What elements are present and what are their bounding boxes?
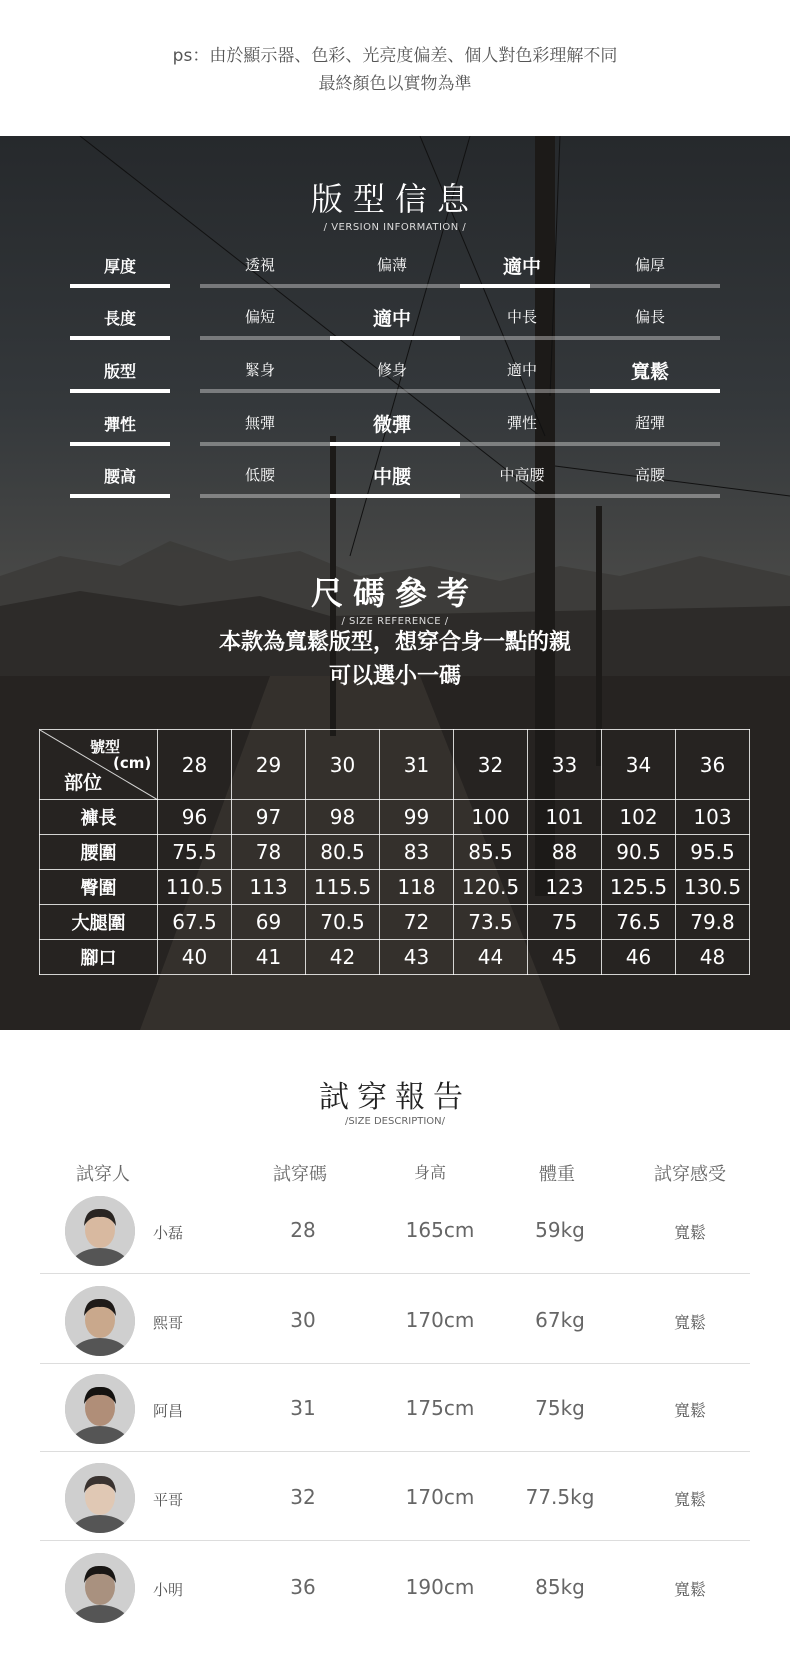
size-value-cell: 90.5 [602,835,676,870]
version-option: 偏厚 [634,256,665,274]
tester-feel: 寬鬆 [673,1313,706,1332]
corner-size-label: 號型 [90,738,121,756]
version-info-subtitle: / VERSION INFORMATION / [323,222,467,233]
header-tester: 試穿人 [76,1164,130,1185]
version-option: 適中 [502,256,541,278]
version-label-underline [70,442,170,446]
version-scale-fill [330,442,460,446]
tester-size: 30 [290,1308,316,1332]
size-chart-row [40,940,750,975]
size-value-cell: 99 [380,800,454,835]
version-scale-fill [460,284,590,288]
tester-name: 小明 [153,1581,184,1599]
trial-report-title: 試穿報告 [319,1080,471,1115]
disclaimer-line-2: 最終顏色以實物為準 [318,74,472,94]
version-option: 偏短 [244,308,275,326]
size-column-header: 31 [380,730,454,800]
version-row-label: 腰高 [103,467,136,486]
version-scale-fill [330,336,460,340]
tester-feel: 寬鬆 [673,1580,706,1599]
trial-report-row [40,1543,750,1631]
size-value-cell: 123 [528,870,602,905]
size-value-cell: 73.5 [454,905,528,940]
version-label-underline [70,389,170,393]
version-option: 中腰 [372,466,411,488]
header-height: 身高 [413,1163,446,1182]
version-row-label: 長度 [103,309,136,328]
tester-name: 小磊 [153,1224,184,1242]
tester-size: 28 [290,1218,316,1242]
size-row-label: 大腿圍 [40,905,158,940]
size-chart-row [40,870,750,905]
tester-size: 36 [290,1575,316,1599]
version-scale-track [200,336,720,340]
tester-weight: 77.5kg [525,1485,595,1509]
trial-report-row [40,1276,750,1364]
tester-weight: 85kg [535,1575,585,1599]
size-value-cell: 41 [232,940,306,975]
version-row [0,306,790,356]
size-reference-subtitle: / SIZE REFERENCE / [341,616,449,627]
size-value-cell: 125.5 [602,870,676,905]
size-column-header: 33 [528,730,602,800]
version-option: 寬鬆 [630,361,669,383]
tester-weight: 75kg [535,1396,585,1420]
size-value-cell: 98 [306,800,380,835]
size-value-cell: 67.5 [158,905,232,940]
person-avatar [65,1286,135,1356]
size-value-cell: 79.8 [676,905,750,940]
trial-report-subtitle: /SIZE DESCRIPTION/ [344,1116,446,1127]
version-option: 偏薄 [376,256,407,274]
tester-weight: 67kg [535,1308,585,1332]
size-chart-corner-cell [40,730,158,800]
tester-name: 平哥 [153,1491,184,1509]
size-value-cell: 102 [602,800,676,835]
size-value-cell: 72 [380,905,454,940]
size-chart-table [39,729,750,975]
size-value-cell: 78 [232,835,306,870]
size-value-cell: 96 [158,800,232,835]
version-row [0,359,790,409]
person-avatar [65,1553,135,1623]
size-column-header: 29 [232,730,306,800]
version-row [0,464,790,514]
size-column-header: 30 [306,730,380,800]
size-value-cell: 42 [306,940,380,975]
version-scale-fill [590,389,720,393]
size-row-label: 臀圍 [40,870,158,905]
size-reference-heading [0,568,790,627]
size-value-cell: 88 [528,835,602,870]
version-label-underline [70,284,170,288]
version-option: 偏長 [634,308,665,326]
disclaimer-line-1: ps：由於顯示器、色彩、光亮度偏差、個人對色彩理解不同 [172,46,618,66]
size-value-cell: 120.5 [454,870,528,905]
version-row [0,412,790,462]
size-value-cell: 113 [232,870,306,905]
version-option: 低腰 [244,466,275,484]
version-option: 無彈 [244,414,275,432]
version-option: 適中 [372,308,411,330]
size-value-cell: 45 [528,940,602,975]
version-info-heading [0,174,790,233]
tester-height: 175cm [405,1396,475,1420]
size-value-cell: 69 [232,905,306,940]
tester-feel: 寬鬆 [673,1490,706,1509]
header-weight: 體重 [539,1164,575,1185]
tester-name: 阿昌 [153,1402,184,1420]
size-value-cell: 83 [380,835,454,870]
size-value-cell: 110.5 [158,870,232,905]
tester-feel: 寬鬆 [673,1401,706,1420]
size-row-label: 褲長 [40,800,158,835]
size-chart-row [40,835,750,870]
size-column-header: 28 [158,730,232,800]
size-column-header: 34 [602,730,676,800]
header-feel: 試穿感受 [654,1164,726,1185]
version-row-label: 版型 [103,362,136,381]
version-label-underline [70,494,170,498]
size-advice-line-2: 可以選小一碼 [328,664,461,689]
size-value-cell: 80.5 [306,835,380,870]
disclaimer-note [0,42,790,98]
size-chart-row [40,800,750,835]
size-column-header: 32 [454,730,528,800]
size-value-cell: 103 [676,800,750,835]
size-row-label: 腰圍 [40,835,158,870]
version-option: 適中 [506,361,537,379]
trial-report-row [40,1364,750,1452]
version-option: 緊身 [244,361,275,379]
tester-size: 32 [290,1485,316,1509]
size-chart-row [40,905,750,940]
trial-report-row [40,1453,750,1541]
person-avatar [65,1463,135,1533]
tester-height: 165cm [405,1218,475,1242]
size-value-cell: 70.5 [306,905,380,940]
version-scale-track [200,442,720,446]
size-value-cell: 130.5 [676,870,750,905]
version-info-title: 版型信息 [310,180,479,218]
version-option: 修身 [376,361,407,379]
size-value-cell: 43 [380,940,454,975]
size-value-cell: 95.5 [676,835,750,870]
size-value-cell: 46 [602,940,676,975]
size-value-cell: 101 [528,800,602,835]
header-size: 試穿碼 [273,1164,327,1185]
size-advice [0,626,790,694]
version-row-label: 厚度 [103,257,136,276]
version-scale-track [200,494,720,498]
size-value-cell: 115.5 [306,870,380,905]
trial-report-header-row [0,1160,790,1186]
tester-weight: 59kg [535,1218,585,1242]
trial-report-row [40,1186,750,1274]
version-row-label: 彈性 [103,415,136,434]
version-label-underline [70,336,170,340]
size-chart-header-row [40,730,750,800]
size-advice-line-1: 本款為寬鬆版型，想穿合身一點的親 [218,630,571,655]
version-scale-fill [330,494,460,498]
tester-height: 170cm [405,1485,475,1509]
version-option: 超彈 [634,414,665,432]
size-value-cell: 75 [528,905,602,940]
size-value-cell: 76.5 [602,905,676,940]
size-value-cell: 118 [380,870,454,905]
version-option: 彈性 [506,414,537,432]
version-option: 中長 [506,308,537,326]
tester-height: 170cm [405,1308,475,1332]
person-avatar [65,1374,135,1444]
version-option: 中高腰 [499,466,545,484]
person-avatar [65,1196,135,1266]
size-value-cell: 40 [158,940,232,975]
size-value-cell: 85.5 [454,835,528,870]
size-value-cell: 48 [676,940,750,975]
size-value-cell: 75.5 [158,835,232,870]
corner-unit-label: (cm) [113,754,152,772]
size-reference-title: 尺碼參考 [310,574,479,612]
size-row-label: 腳口 [40,940,158,975]
trial-report-heading [0,1072,790,1127]
version-option: 高腰 [634,466,665,484]
corner-part-label: 部位 [64,772,103,794]
tester-size: 31 [290,1396,316,1420]
size-value-cell: 97 [232,800,306,835]
version-row [0,254,790,304]
size-column-header: 36 [676,730,750,800]
version-option: 透視 [244,256,275,274]
tester-height: 190cm [405,1575,475,1599]
tester-feel: 寬鬆 [673,1223,706,1242]
version-option: 微彈 [372,414,411,436]
tester-name: 熙哥 [153,1314,184,1332]
size-value-cell: 44 [454,940,528,975]
size-value-cell: 100 [454,800,528,835]
